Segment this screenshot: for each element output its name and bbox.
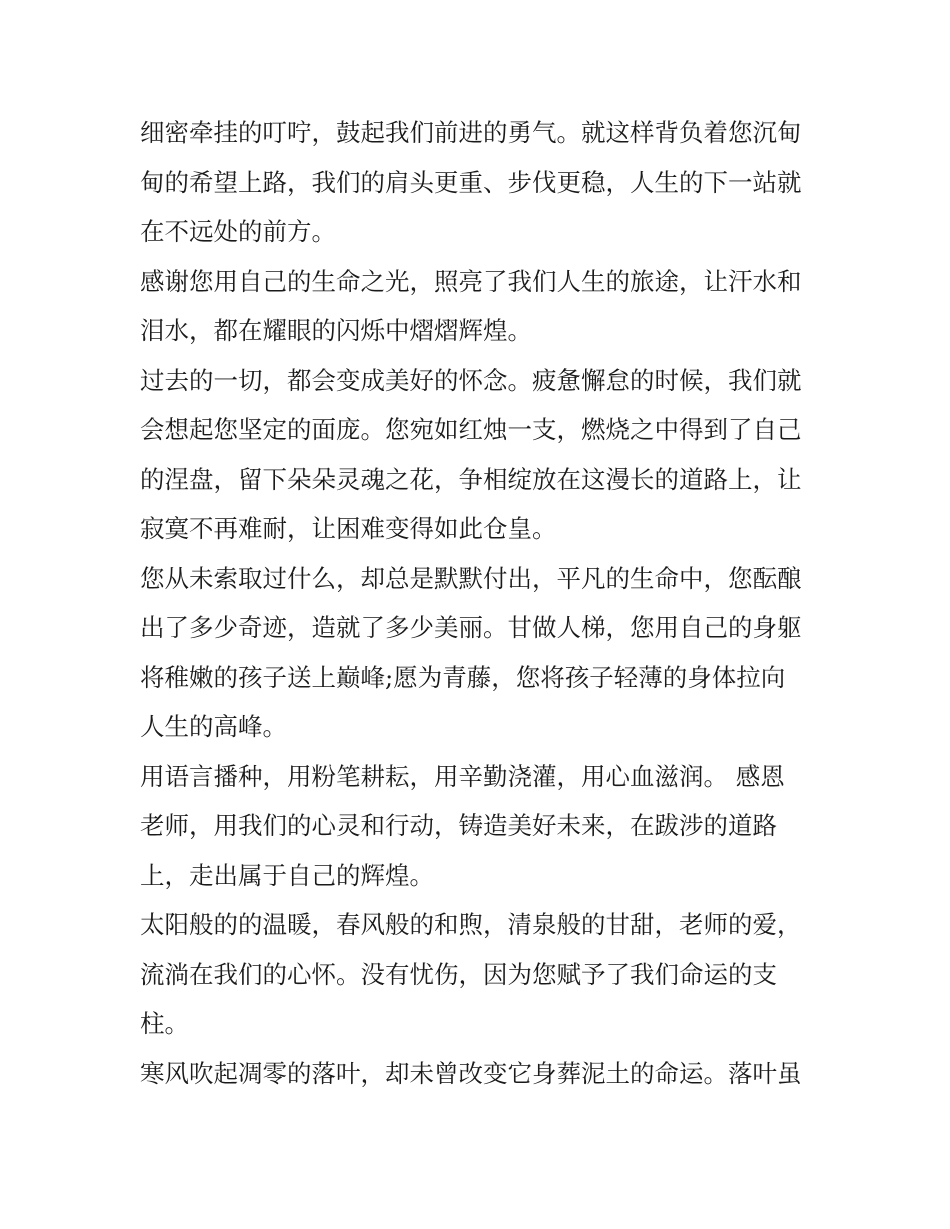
- text-line: 人生的高峰。: [140, 712, 287, 741]
- text-line: 寒风吹起凋零的落叶，却未曾改变它身葬泥土的命运。落叶虽: [140, 1058, 802, 1088]
- text-line: 在不远处的前方。: [140, 217, 336, 246]
- text-line: 柱。: [140, 1009, 189, 1038]
- text-line: 过去的一切，都会变成美好的怀念。疲惫懈怠的时候，我们就: [140, 365, 802, 395]
- text-line: 用语言播种，用粉笔耕耘，用辛勤浇灌，用心血滋润。 感恩: [140, 761, 785, 791]
- text-line: 细密牵挂的叮咛，鼓起我们前进的勇气。就这样背负着您沉甸: [140, 118, 802, 147]
- text-line: 上，走出属于自己的辉煌。: [140, 860, 434, 890]
- text-line: 寂寞不再难耐，让困难变得如此仓皇。: [140, 514, 557, 543]
- text-line: 出了多少奇迹，造就了多少美丽。甘做人梯，您用自己的身躯: [140, 613, 802, 642]
- text-line: 泪水，都在耀眼的闪烁中熠熠辉煌。: [140, 316, 532, 345]
- body-text: [140, 108, 820, 1098]
- text-line: 流淌在我们的心怀。没有忧伤，因为您赋予了我们命运的支: [140, 959, 777, 989]
- text-line: 的涅盘，留下朵朵灵魂之花，争相绽放在这漫长的道路上，让: [140, 464, 802, 494]
- text-line: 甸的希望上路，我们的肩头更重、步伐更稳，人生的下一站就: [140, 167, 802, 197]
- text-line: 感谢您用自己的生命之光，照亮了我们人生的旅途，让汗水和: [140, 266, 802, 296]
- text-line: 将稚嫩的孩子送上巅峰;愿为青藤，您将孩子轻薄的身体拉向: [140, 662, 786, 692]
- text-line: 您从未索取过什么，却总是默默付出，平凡的生命中，您酝酿: [140, 563, 802, 593]
- text-line: 会想起您坚定的面庞。您宛如红烛一支，燃烧之中得到了自己: [140, 415, 802, 444]
- text-line: 老师，用我们的心灵和行动，铸造美好未来，在跋涉的道路: [140, 811, 777, 840]
- text-line: 太阳般的的温暖，春风般的和煦，清泉般的甘甜，老师的爱，: [140, 910, 802, 939]
